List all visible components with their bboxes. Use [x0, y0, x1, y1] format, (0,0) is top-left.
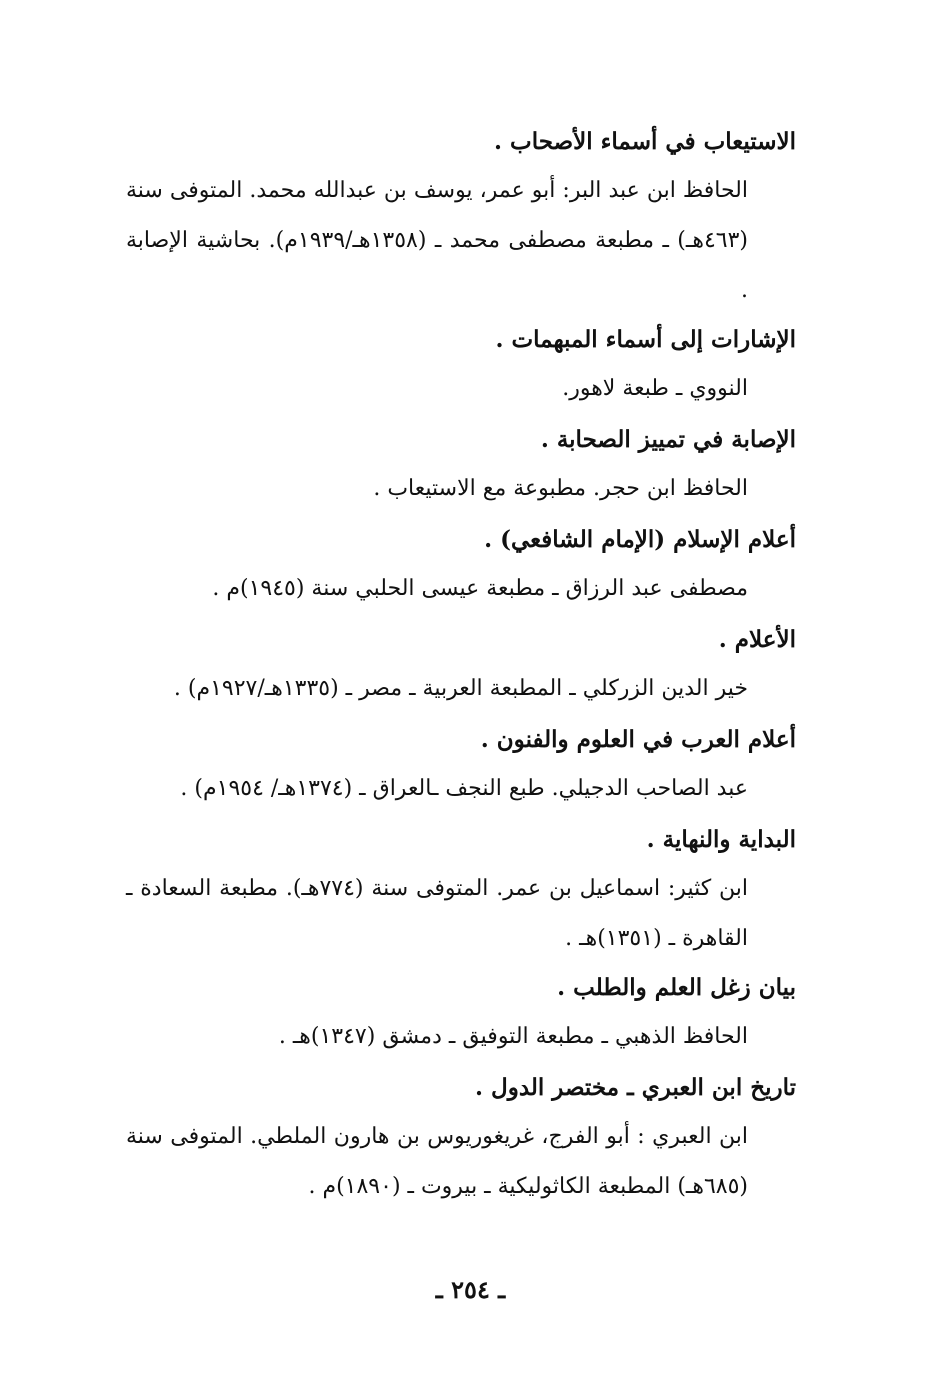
page-number: ـ ٢٥٤ ـ	[435, 1275, 506, 1304]
bibliography-entry	[126, 964, 796, 1062]
entry-body: مصطفى عبد الرزاق ـ مطبعة عيسى الحلبي سنة (١٩٤٥)م .	[212, 576, 748, 601]
entry-title: أعلام الإسلام (الإمام الشافعي) .	[484, 526, 796, 553]
entry-body: الحافظ الذهبي ـ مطبعة التوفيق ـ دمشق (١٣٤٧)هـ .	[278, 1024, 748, 1049]
entry-title: الإصابة في تمييز الصحابة .	[540, 426, 796, 453]
entry-title: أعلام العرب في العلوم والفنون .	[480, 726, 796, 753]
bibliography-entry	[126, 1064, 796, 1212]
bibliography-entry	[126, 316, 796, 414]
entry-body: النووي ـ طبعة لاهور.	[562, 376, 748, 401]
entry-title: بيان زغل العلم والطلب .	[557, 974, 796, 1001]
entry-title: تاريخ ابن العبري ـ مختصر الدول .	[474, 1074, 796, 1101]
bibliography-entry	[126, 616, 796, 714]
entry-title: الأعلام .	[718, 626, 796, 653]
bibliography-entry	[126, 516, 796, 614]
entry-body: ابن العبري : أبو الفرج، غريغوريوس بن هارون الملطي. المتوفى سنة (٦٨٥هـ) المطبعة الكاثوليكية ـ بيروت ـ (١٨٩٠)م .	[126, 1124, 748, 1199]
entry-title: الاستيعاب في أسماء الأصحاب .	[494, 128, 796, 155]
bibliography-entry	[126, 816, 796, 964]
entry-body: الحافظ ابن حجر. مطبوعة مع الاستيعاب .	[373, 476, 748, 501]
entry-body: خير الدين الزركلي ـ المطبعة العربية ـ مصر ـ (١٣٣٥هـ/١٩٢٧م) .	[173, 676, 748, 701]
entry-title: البداية والنهاية .	[646, 826, 796, 853]
bibliography-entry	[126, 416, 796, 514]
entry-body: عبد الصاحب الدجيلي. طبع النجف ـالعراق ـ (١٣٧٤هـ/ ١٩٥٤م) .	[180, 776, 748, 801]
entry-title: الإشارات إلى أسماء المبهمات .	[495, 326, 796, 353]
entry-body: ابن كثير: اسماعيل بن عمر. المتوفى سنة (٧٧٤هـ). مطبعة السعادة ـ القاهرة ـ (١٣٥١)هـ .	[126, 876, 748, 951]
bibliography-entry	[126, 716, 796, 814]
bibliography-entry	[126, 118, 796, 316]
entry-body: الحافظ ابن عبد البر: أبو عمر، يوسف بن عبدالله محمد. المتوفى سنة (٤٦٣هـ) ـ مطبعة مصطفى محمد ـ (١٣٥٨هـ/١٩٣٩م). بحاشية الإصابة .	[126, 178, 748, 303]
bibliography-list	[126, 118, 796, 1212]
